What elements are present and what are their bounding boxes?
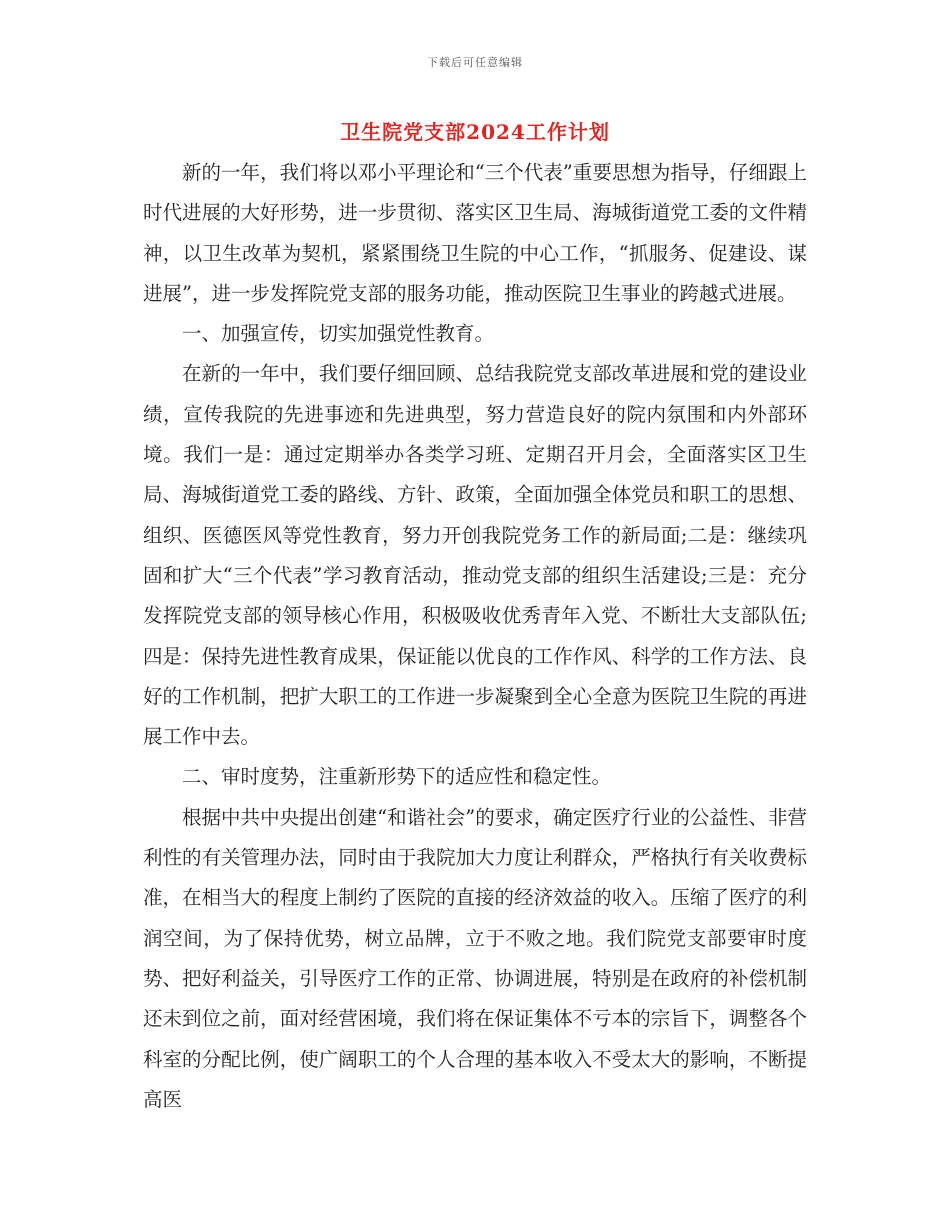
section-2-paragraph: 根据中共中央提出创建“和谐社会”的要求，确定医疗行业的公益性、非营利性的有关管理办法，同时由于我院加大力度让利群众，严格执行有关收费标准，在相当大的程度上制约了医院的直接的经济效益的收入。压缩了医疗的利润空间，为了保持优势，树立品牌，立于不败之地。我们院党支部要审时度势、把好利益关，引导医疗工作的正常、协调进展，特别是在政府的补偿机制还未到位之前，面对经营困境，我们将在保证集体不亏本的宗旨下，调整各个科室的分配比例，使广阔职工的个人合理的基本收入不受太大的影响，不断提高医: [143, 805, 807, 1111]
document-body: [143, 153, 807, 1120]
intro-paragraph: 新的一年，我们将以邓小平理论和“三个代表”重要思想为指导，仔细跟上时代进展的大好形势，进一步贯彻、落实区卫生局、海城街道党工委的文件精神，以卫生改革为契机，紧紧围绕卫生院的中心工作，“抓服务、促建设、谋进展”，进一步发挥院党支部的服务功能，推动医院卫生事业的跨越式进展。: [143, 161, 807, 305]
section-heading-1: 一、加强宣传，切实加强党性教育。: [182, 322, 495, 346]
header-note: 下载后可任意编辑: [427, 56, 523, 69]
section-1-paragraph: 在新的一年中，我们要仔细回顾、总结我院党支部改革进展和党的建设业绩，宣传我院的先进事迹和先进典型，努力营造良好的院内氛围和内外部环境。我们一是：通过定期举办各类学习班、定期召开月会，全面落实区卫生局、海城街道党工委的路线、方针、政策，全面加强全体党员和职工的思想、组织、医德医风等党性教育，努力开创我院党务工作的新局面;二是：继续巩固和扩大“三个代表”学习教育活动，推动党支部的组织生活建设;三是：充分发挥院党支部的领导核心作用，积极吸收优秀青年入党、不断壮大支部队伍;四是：保持先进性教育成果，保证能以优良的工作作风、科学的工作方法、良好的工作机制，把扩大职工的工作进一步凝聚到全心全意为医院卫生院的再进展工作中去。: [143, 362, 807, 749]
document-title: 卫生院党支部2024工作计划: [340, 120, 610, 144]
section-heading-2: 二、审时度势，注重新形势下的适应性和稳定性。: [182, 765, 612, 789]
